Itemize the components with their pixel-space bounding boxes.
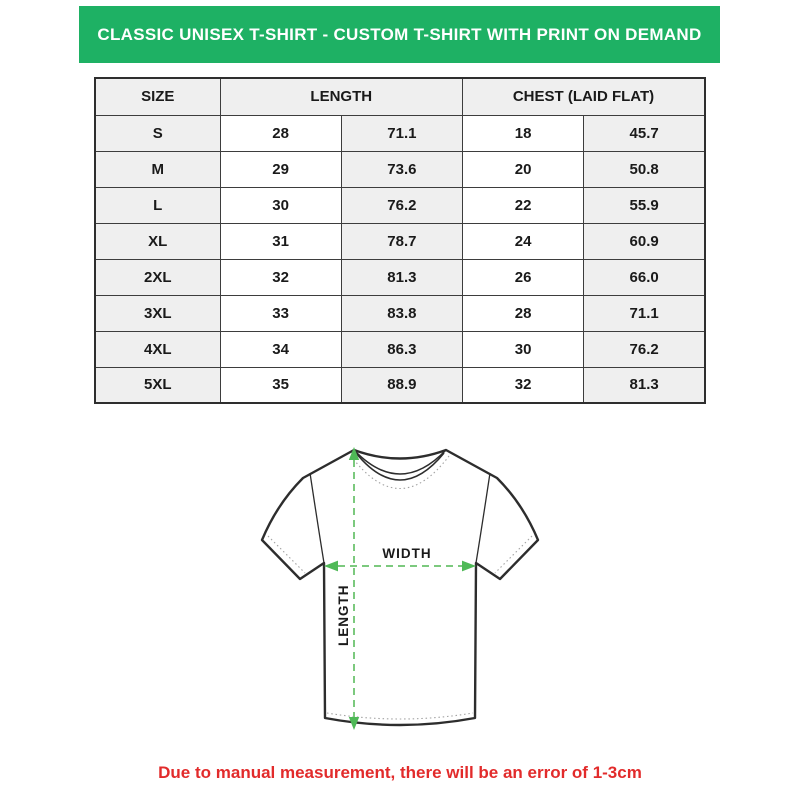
title-banner <box>79 6 720 63</box>
chest-in-cell: 22 <box>463 187 584 223</box>
table-row <box>95 223 705 259</box>
length-cm-cell: 88.9 <box>341 367 462 403</box>
chest-cm-cell: 76.2 <box>584 331 705 367</box>
length-in-cell: 32 <box>220 259 341 295</box>
length-label: LENGTH <box>336 584 351 646</box>
chest-cm-cell: 45.7 <box>584 115 705 151</box>
size-cell: XL <box>95 223 220 259</box>
size-cell: 2XL <box>95 259 220 295</box>
col-header-length: LENGTH <box>220 78 463 115</box>
size-cell: S <box>95 115 220 151</box>
table-row <box>95 367 705 403</box>
chest-cm-cell: 60.9 <box>584 223 705 259</box>
size-cell: M <box>95 151 220 187</box>
chest-cm-cell: 50.8 <box>584 151 705 187</box>
size-table <box>94 77 706 404</box>
width-label: WIDTH <box>382 546 432 561</box>
chest-in-cell: 20 <box>463 151 584 187</box>
table-row <box>95 115 705 151</box>
table-row <box>95 151 705 187</box>
length-in-cell: 33 <box>220 295 341 331</box>
page-title: CLASSIC UNISEX T-SHIRT - CUSTOM T-SHIRT WITH PRINT ON DEMAND <box>97 24 702 44</box>
chest-in-cell: 32 <box>463 367 584 403</box>
measurement-note: Due to manual measurement, there will be an error of 1-3cm <box>158 763 642 782</box>
length-cm-cell: 73.6 <box>341 151 462 187</box>
size-cell: 5XL <box>95 367 220 403</box>
size-cell: L <box>95 187 220 223</box>
length-cm-cell: 86.3 <box>341 331 462 367</box>
tshirt-outline <box>262 450 538 725</box>
length-cm-cell: 83.8 <box>341 295 462 331</box>
table-row <box>95 259 705 295</box>
length-cm-cell: 71.1 <box>341 115 462 151</box>
chest-in-cell: 18 <box>463 115 584 151</box>
length-cm-cell: 78.7 <box>341 223 462 259</box>
length-cm-cell: 81.3 <box>341 259 462 295</box>
col-header-size: SIZE <box>95 78 220 115</box>
col-header-chest: CHEST (LAID FLAT) <box>463 78 706 115</box>
chest-cm-cell: 81.3 <box>584 367 705 403</box>
chest-in-cell: 28 <box>463 295 584 331</box>
length-in-cell: 35 <box>220 367 341 403</box>
length-in-cell: 28 <box>220 115 341 151</box>
size-cell: 4XL <box>95 331 220 367</box>
chest-in-cell: 24 <box>463 223 584 259</box>
length-cm-cell: 76.2 <box>341 187 462 223</box>
chest-cm-cell: 71.1 <box>584 295 705 331</box>
chest-in-cell: 26 <box>463 259 584 295</box>
table-row <box>95 295 705 331</box>
length-in-cell: 31 <box>220 223 341 259</box>
length-in-cell: 30 <box>220 187 341 223</box>
chest-cm-cell: 66.0 <box>584 259 705 295</box>
size-cell: 3XL <box>95 295 220 331</box>
length-in-cell: 34 <box>220 331 341 367</box>
tshirt-measurement-diagram <box>255 436 545 740</box>
chest-in-cell: 30 <box>463 331 584 367</box>
table-row <box>95 331 705 367</box>
table-row <box>95 187 705 223</box>
table-header-row <box>95 78 705 115</box>
chest-cm-cell: 55.9 <box>584 187 705 223</box>
length-in-cell: 29 <box>220 151 341 187</box>
